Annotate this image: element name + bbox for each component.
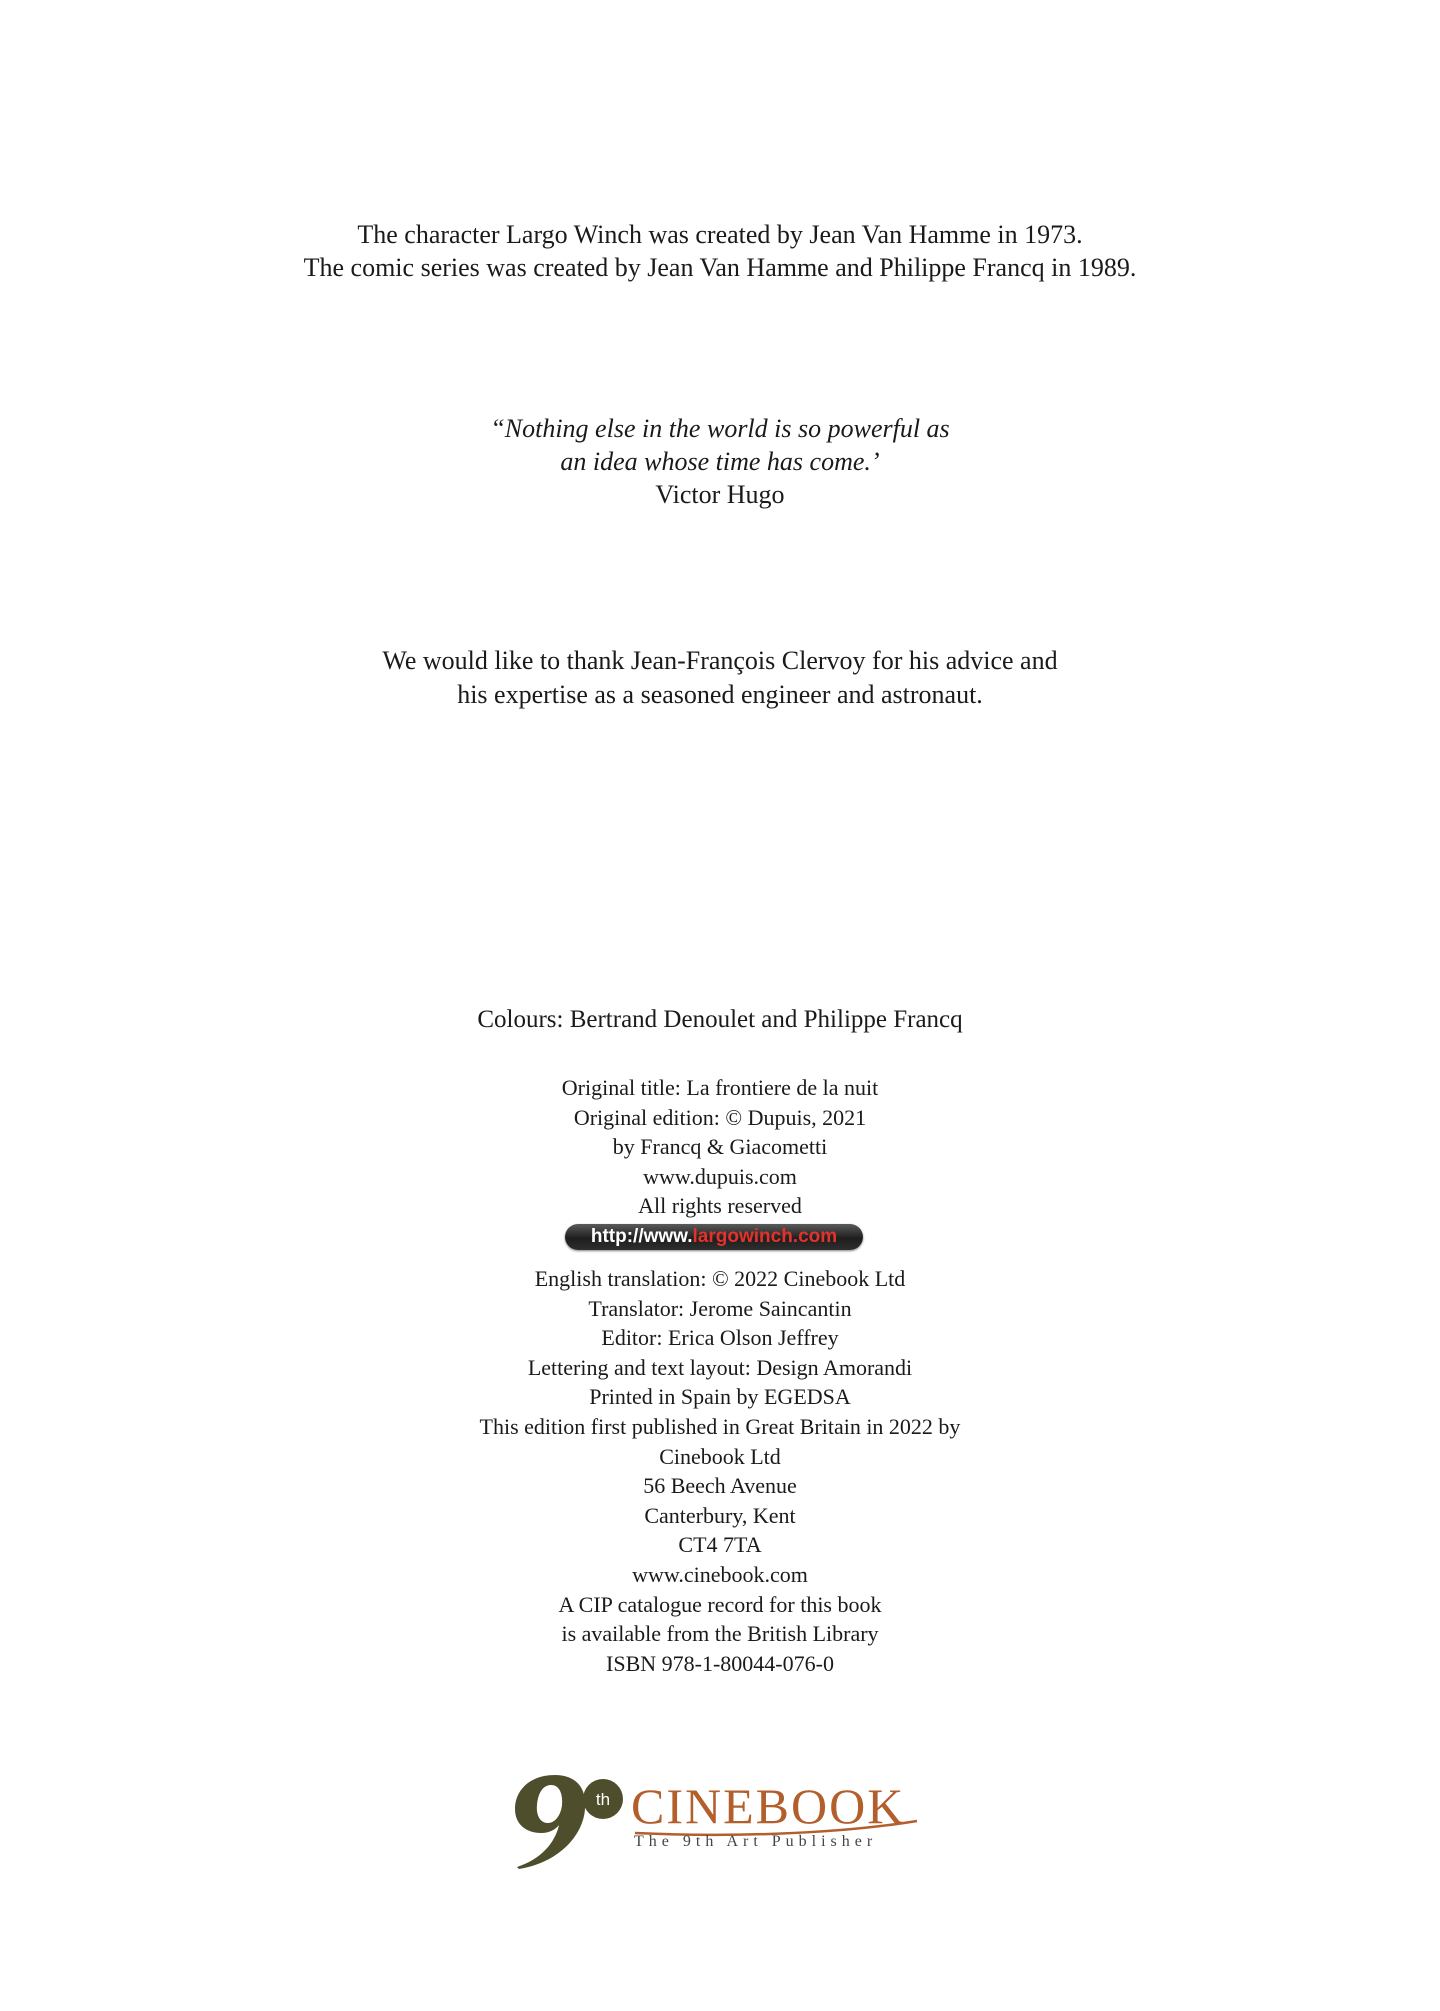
english-line: is available from the British Library	[561, 1621, 879, 1647]
original-edition-info	[0, 1073, 1440, 1221]
credits-line: The character Largo Winch was created by Jean Van Hamme in 1973.	[357, 220, 1083, 249]
english-line: English translation: © 2022 Cinebook Ltd	[534, 1266, 906, 1291]
creator-credits	[0, 218, 1440, 284]
website-badge	[565, 1224, 863, 1250]
english-line: Printed in Spain by EGEDSA	[589, 1384, 851, 1410]
original-line: Original title: La frontiere de la nuit	[561, 1075, 879, 1100]
colourist-credit	[0, 1004, 1440, 1036]
epigraph-quote	[0, 412, 1440, 511]
quote-line: “Nothing else in the world is so powerful as	[490, 414, 950, 443]
english-line: CT4 7TA	[678, 1532, 762, 1558]
english-line: 56 Beech Avenue	[643, 1473, 797, 1499]
logo-tagline: The 9th Art Publisher	[634, 1833, 878, 1850]
acknowledgement	[0, 644, 1440, 712]
thanks-line: his expertise as a seasoned engineer and astronaut.	[457, 680, 983, 709]
quote-author: Victor Hugo	[655, 480, 785, 509]
website-domain: largowinch.com	[692, 1226, 838, 1247]
colours-line: Colours: Bertrand Denoulet and Philippe Francq	[477, 1006, 963, 1033]
logo-wordmark: CINEBOOK	[631, 1778, 906, 1834]
english-line: Canterbury, Kent	[644, 1502, 796, 1528]
english-line: www.cinebook.com	[632, 1561, 808, 1587]
english-line: Cinebook Ltd	[659, 1443, 781, 1469]
original-line: All rights reserved	[638, 1193, 802, 1219]
cinebook-logo	[507, 1773, 947, 1869]
website-prefix: http://www.	[590, 1226, 693, 1247]
logo-mark-suffix: th	[595, 1790, 611, 1809]
english-line: A CIP catalogue record for this book	[558, 1591, 882, 1617]
original-line: www.dupuis.com	[643, 1163, 797, 1189]
original-line: by Francq & Giacometti	[612, 1134, 828, 1160]
original-line: Original edition: © Dupuis, 2021	[573, 1104, 867, 1130]
english-line: ISBN 978-1-80044-076-0	[606, 1650, 834, 1676]
quote-line: an idea whose time has come.’	[560, 447, 880, 476]
english-line: Lettering and text layout: Design Amorandi	[527, 1354, 913, 1380]
english-line: Translator: Jerome Saincantin	[588, 1295, 852, 1321]
english-line: Editor: Erica Olson Jeffrey	[601, 1325, 839, 1351]
thanks-line: We would like to thank Jean-François Clervoy for his advice and	[382, 646, 1058, 675]
english-edition-info	[0, 1264, 1440, 1678]
cinebook-9th-logo-icon	[507, 1773, 627, 1869]
english-line: This edition first published in Great Britain in 2022 by	[479, 1413, 961, 1439]
credits-line: The comic series was created by Jean Van Hamme and Philippe Francq in 1989.	[303, 253, 1137, 282]
